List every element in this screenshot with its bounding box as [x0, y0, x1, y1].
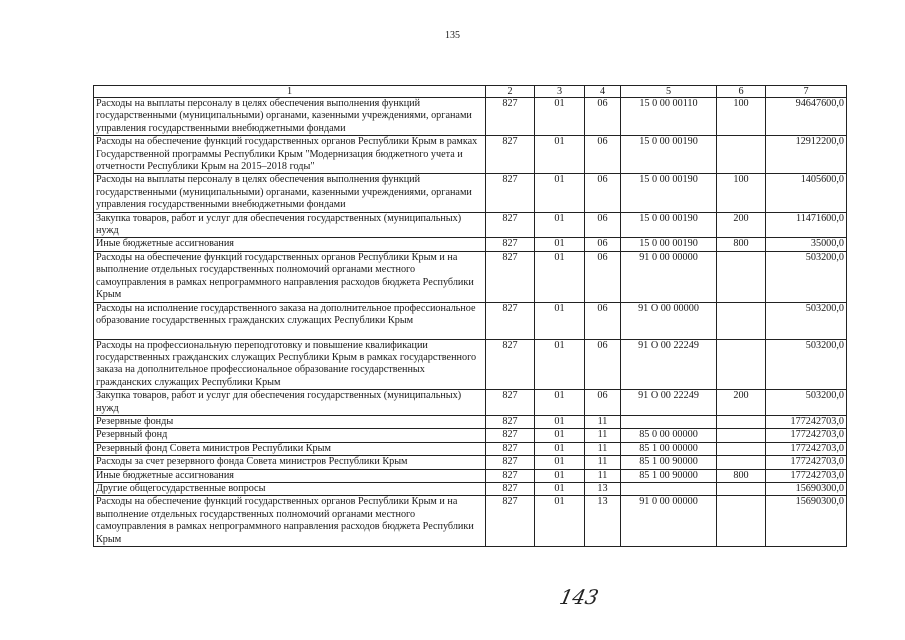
row-expense-type: 200: [717, 390, 766, 416]
row-subsection-code: 06: [585, 238, 621, 251]
row-expense-type: 800: [717, 469, 766, 482]
row-target-article: 15 0 00 00110: [621, 98, 717, 136]
table-body: [94, 98, 847, 547]
table-row: [94, 238, 847, 251]
row-section-code: 01: [535, 442, 585, 455]
row-description: Расходы на выплаты персоналу в целях обеспечения выполнения функций государственными (муниципальными) органами, казенными учреждениями, органами управления государственными внебюджетными фондами: [94, 174, 486, 212]
row-description: Иные бюджетные ассигнования: [94, 469, 486, 482]
row-section-code: 01: [535, 496, 585, 547]
row-section-code: 01: [535, 482, 585, 495]
column-header-4: 4: [585, 86, 621, 98]
row-description: Расходы на обеспечение функций государственных органов Республики Крым в рамках Государственной программы Республики Крым "Модернизация бюджетного учета и отчетности Республики Крым на 2015–2018 годы": [94, 136, 486, 174]
row-description: Иные бюджетные ассигнования: [94, 238, 486, 251]
row-ministry-code: 827: [486, 238, 535, 251]
row-section-code: 01: [535, 415, 585, 428]
row-target-article: 91 0 00 00000: [621, 496, 717, 547]
table-row: [94, 442, 847, 455]
row-amount: 11471600,0: [766, 212, 847, 238]
column-header-2: 2: [486, 86, 535, 98]
table-row: [94, 251, 847, 302]
row-section-code: 01: [535, 98, 585, 136]
row-subsection-code: 11: [585, 442, 621, 455]
row-subsection-code: 06: [585, 390, 621, 416]
row-target-article: 85 1 00 90000: [621, 469, 717, 482]
row-subsection-code: 11: [585, 415, 621, 428]
row-subsection-code: 06: [585, 212, 621, 238]
row-ministry-code: 827: [486, 456, 535, 469]
handwritten-page-number: 143: [557, 585, 601, 609]
row-target-article: 85 1 00 00000: [621, 442, 717, 455]
row-target-article: 85 1 00 90000: [621, 456, 717, 469]
row-section-code: 01: [535, 302, 585, 339]
table-row: [94, 456, 847, 469]
row-description: Расходы на выплаты персоналу в целях обеспечения выполнения функций государственными (муниципальными) органами, казенными учреждениями, органами управления государственными внебюджетными фондами: [94, 98, 486, 136]
row-target-article: 91 О 00 00000: [621, 302, 717, 339]
row-description: Расходы на исполнение государственного заказа на дополнительное профессиональное образование государственных гражданских служащих Республики Крым: [94, 302, 486, 339]
row-amount: 177242703,0: [766, 456, 847, 469]
row-subsection-code: 13: [585, 496, 621, 547]
row-ministry-code: 827: [486, 469, 535, 482]
row-description: Другие общегосударственные вопросы: [94, 482, 486, 495]
row-amount: 177242703,0: [766, 429, 847, 442]
row-ministry-code: 827: [486, 429, 535, 442]
row-ministry-code: 827: [486, 415, 535, 428]
row-amount: 15690300,0: [766, 482, 847, 495]
row-amount: 35000,0: [766, 238, 847, 251]
row-subsection-code: 13: [585, 482, 621, 495]
table-row: [94, 415, 847, 428]
table-row: [94, 302, 847, 339]
row-ministry-code: 827: [486, 174, 535, 212]
table-header-row: [94, 86, 847, 98]
table-row: [94, 496, 847, 547]
row-amount: 503200,0: [766, 251, 847, 302]
row-section-code: 01: [535, 339, 585, 390]
row-subsection-code: 06: [585, 251, 621, 302]
row-target-article: 85 0 00 00000: [621, 429, 717, 442]
row-expense-type: [717, 429, 766, 442]
row-amount: 1405600,0: [766, 174, 847, 212]
row-amount: 94647600,0: [766, 98, 847, 136]
row-ministry-code: 827: [486, 98, 535, 136]
row-description: Закупка товаров, работ и услуг для обеспечения государственных (муниципальных) нужд: [94, 390, 486, 416]
row-section-code: 01: [535, 390, 585, 416]
row-section-code: 01: [535, 429, 585, 442]
row-description: Резервные фонды: [94, 415, 486, 428]
table-row: [94, 136, 847, 174]
row-ministry-code: 827: [486, 251, 535, 302]
row-amount: 15690300,0: [766, 496, 847, 547]
row-section-code: 01: [535, 174, 585, 212]
row-description: Расходы на обеспечение функций государственных органов Республики Крым и на выполнение отдельных государственных полномочий органами местного самоуправления в рамках непрограммного направления расходов бюджета Республики Крым: [94, 496, 486, 547]
page-number: 135: [445, 30, 460, 41]
row-amount: 503200,0: [766, 339, 847, 390]
column-header-7: 7: [766, 86, 847, 98]
row-subsection-code: 06: [585, 136, 621, 174]
table-row: [94, 469, 847, 482]
row-ministry-code: 827: [486, 482, 535, 495]
budget-table: [93, 85, 847, 547]
row-target-article: 91 0 00 00000: [621, 251, 717, 302]
row-expense-type: [717, 302, 766, 339]
row-amount: 177242703,0: [766, 415, 847, 428]
column-header-1: 1: [94, 86, 486, 98]
row-amount: 503200,0: [766, 302, 847, 339]
row-section-code: 01: [535, 456, 585, 469]
row-expense-type: [717, 456, 766, 469]
row-subsection-code: 06: [585, 302, 621, 339]
row-expense-type: 100: [717, 98, 766, 136]
table-row: [94, 482, 847, 495]
row-description: Расходы за счет резервного фонда Совета министров Республики Крым: [94, 456, 486, 469]
row-ministry-code: 827: [486, 136, 535, 174]
row-target-article: 15 0 00 00190: [621, 212, 717, 238]
row-expense-type: 200: [717, 212, 766, 238]
row-amount: 503200,0: [766, 390, 847, 416]
row-description: Резервный фонд: [94, 429, 486, 442]
row-description: Расходы на профессиональную переподготовку и повышение квалификации государственных гражданских служащих Республики Крым в рамках государственного заказа на дополнительное профессиональное образование государственных гражданских служащих Республики Крым: [94, 339, 486, 390]
row-target-article: 15 0 00 00190: [621, 136, 717, 174]
row-expense-type: [717, 482, 766, 495]
row-subsection-code: 06: [585, 339, 621, 390]
row-ministry-code: 827: [486, 339, 535, 390]
row-expense-type: [717, 136, 766, 174]
table-row: [94, 339, 847, 390]
row-section-code: 01: [535, 238, 585, 251]
row-subsection-code: 06: [585, 98, 621, 136]
row-expense-type: [717, 496, 766, 547]
row-section-code: 01: [535, 469, 585, 482]
column-header-6: 6: [717, 86, 766, 98]
row-target-article: 91 О 00 22249: [621, 339, 717, 390]
row-ministry-code: 827: [486, 390, 535, 416]
row-expense-type: 800: [717, 238, 766, 251]
row-section-code: 01: [535, 212, 585, 238]
row-expense-type: 100: [717, 174, 766, 212]
row-amount: 177242703,0: [766, 442, 847, 455]
row-expense-type: [717, 251, 766, 302]
row-expense-type: [717, 442, 766, 455]
row-ministry-code: 827: [486, 302, 535, 339]
row-description: Резервный фонд Совета министров Республики Крым: [94, 442, 486, 455]
table-row: [94, 98, 847, 136]
row-ministry-code: 827: [486, 442, 535, 455]
row-subsection-code: 06: [585, 174, 621, 212]
row-target-article: 15 0 00 00190: [621, 238, 717, 251]
table-row: [94, 174, 847, 212]
row-subsection-code: 11: [585, 429, 621, 442]
row-section-code: 01: [535, 251, 585, 302]
row-amount: 177242703,0: [766, 469, 847, 482]
row-ministry-code: 827: [486, 496, 535, 547]
table-row: [94, 212, 847, 238]
row-subsection-code: 11: [585, 456, 621, 469]
row-section-code: 01: [535, 136, 585, 174]
row-target-article: [621, 482, 717, 495]
row-expense-type: [717, 339, 766, 390]
row-expense-type: [717, 415, 766, 428]
column-header-5: 5: [621, 86, 717, 98]
row-subsection-code: 11: [585, 469, 621, 482]
row-target-article: 91 О 00 22249: [621, 390, 717, 416]
row-target-article: 15 0 00 00190: [621, 174, 717, 212]
table-row: [94, 429, 847, 442]
row-ministry-code: 827: [486, 212, 535, 238]
row-description: Закупка товаров, работ и услуг для обеспечения государственных (муниципальных) нужд: [94, 212, 486, 238]
column-header-3: 3: [535, 86, 585, 98]
table-row: [94, 390, 847, 416]
row-amount: 12912200,0: [766, 136, 847, 174]
row-description: Расходы на обеспечение функций государственных органов Республики Крым и на выполнение отдельных государственных полномочий органами местного самоуправления в рамках непрограммного направления расходов бюджета Республики Крым: [94, 251, 486, 302]
row-target-article: [621, 415, 717, 428]
